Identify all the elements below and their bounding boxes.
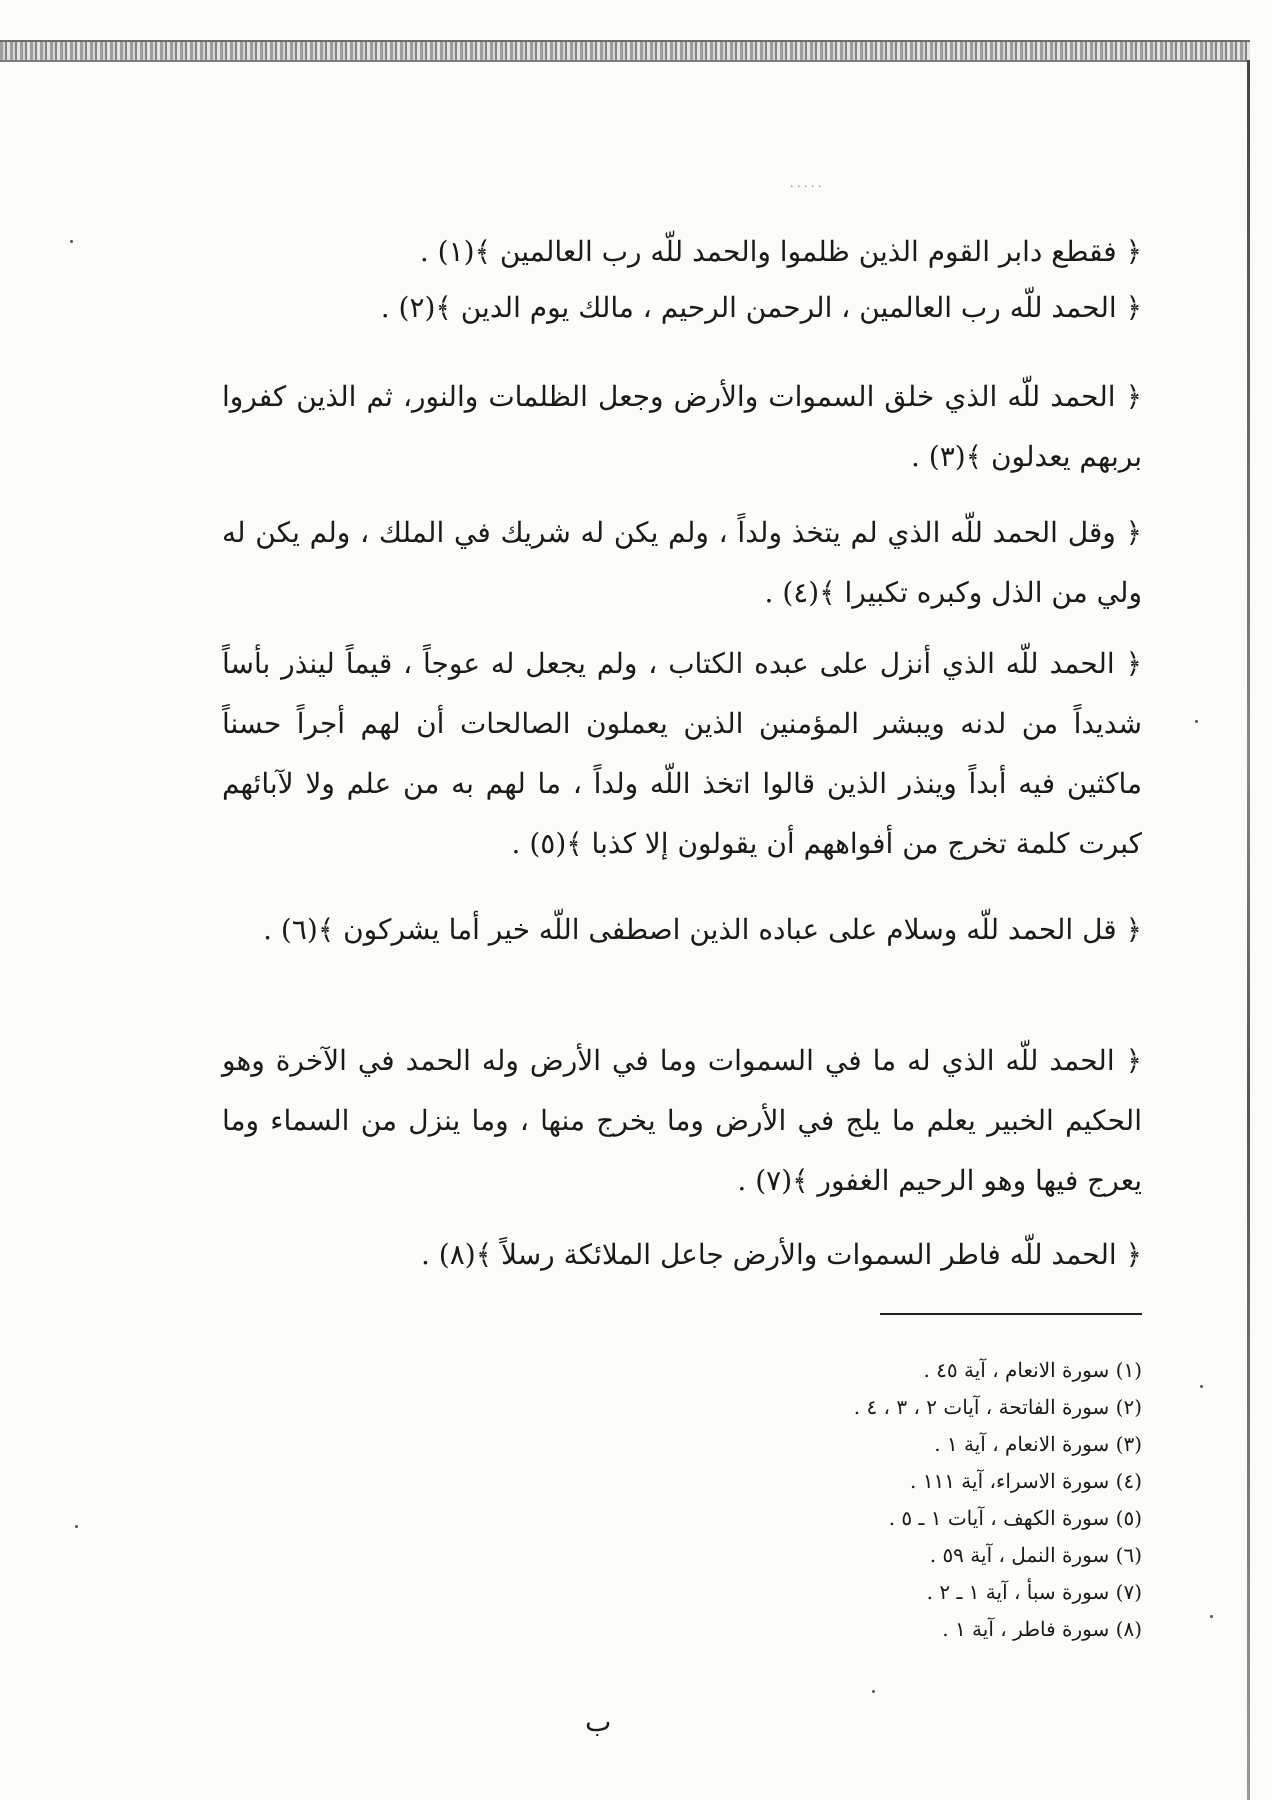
- footnote-8: (٨) سورة فاطر ، آية ١ .: [942, 1617, 1142, 1641]
- verse-6: ﴿ قل الحمد للّه وسلام على عباده الذين اصطفى اللّه خير أما يشركون ﴾(٦) .: [263, 913, 1142, 946]
- scan-speck: [1195, 720, 1198, 723]
- footnote-3: (٣) سورة الانعام ، آية ١ .: [934, 1432, 1142, 1456]
- verse-1: ﴿ فقطع دابر القوم الذين ظلموا والحمد للّه رب العالمين ﴾(١) .: [419, 235, 1142, 268]
- footnote-6: (٦) سورة النمل ، آية ٥٩ .: [929, 1543, 1142, 1567]
- footnote-4: (٤) سورة الاسراء، آية ١١١ .: [910, 1469, 1142, 1493]
- footnote-1: (١) سورة الانعام ، آية ٤٥ .: [923, 1358, 1142, 1382]
- page-marker: ب: [585, 1705, 612, 1738]
- footnote-5: (٥) سورة الكهف ، آيات ١ ـ ٥ .: [888, 1506, 1142, 1530]
- footnotes: [854, 1352, 1142, 1648]
- scan-speck: [70, 240, 73, 243]
- scan-speck: [1200, 1385, 1203, 1388]
- scan-speck: [872, 1690, 875, 1693]
- footnote-separator: [880, 1313, 1142, 1315]
- verse-7: ﴿ الحمد للّه الذي له ما في السموات وما في الأرض وله الحمد في الآخرة وهو الحكيم الخبير يعلم ما يلج في الأرض وما يخرج منها ، وما ينزل من السماء وما يعرج فيها وهو الرحيم الغفور ﴾(٧) .: [222, 1044, 1142, 1197]
- verse-3: ﴿ الحمد للّه الذي خلق السموات والأرض وجعل الظلمات والنور، ثم الذين كفروا بربهم يعدلون ﴾(٣) .: [222, 380, 1142, 473]
- verse-8: ﴿ الحمد للّه فاطر السموات والأرض جاعل الملائكة رسلاً ﴾(٨) .: [421, 1238, 1142, 1271]
- footnote-2: (٢) سورة الفاتحة ، آيات ٢ ، ٣ ، ٤ .: [853, 1395, 1142, 1419]
- verse-2: ﴿ الحمد للّه رب العالمين ، الرحمن الرحيم ، مالك يوم الدين ﴾(٢) .: [380, 291, 1142, 324]
- verse-5: ﴿ الحمد للّه الذي أنزل على عبده الكتاب ، ولم يجعل له عوجاً ، قيماً لينذر بأساً شديداً من لدنه ويبشر المؤمنين الذين يعملون الصالحات أن لهم أجراً حسناً ماكثين فيه أبداً وينذر الذين قالوا اتخذ اللّه ولداً ، ما لهم به من علم ولا لآبائهم كبرت كلمة تخرج من أفواههم أن يقولون إلا كذبا ﴾(٥) .: [222, 647, 1142, 860]
- scan-top-border: [0, 40, 1250, 62]
- scan-right-edge: [1247, 60, 1250, 1800]
- scan-dots: · · · · ·: [790, 180, 822, 193]
- verse-4: ﴿ وقل الحمد للّه الذي لم يتخذ ولداً ، ولم يكن له شريك في الملك ، ولم يكن له ولي من الذل وكبره تكبيرا ﴾(٤) .: [222, 516, 1142, 609]
- footnote-7: (٧) سورة سبأ ، آية ١ ـ ٢ .: [926, 1580, 1142, 1604]
- scan-speck: [75, 1525, 78, 1528]
- scan-speck: [1210, 1615, 1213, 1618]
